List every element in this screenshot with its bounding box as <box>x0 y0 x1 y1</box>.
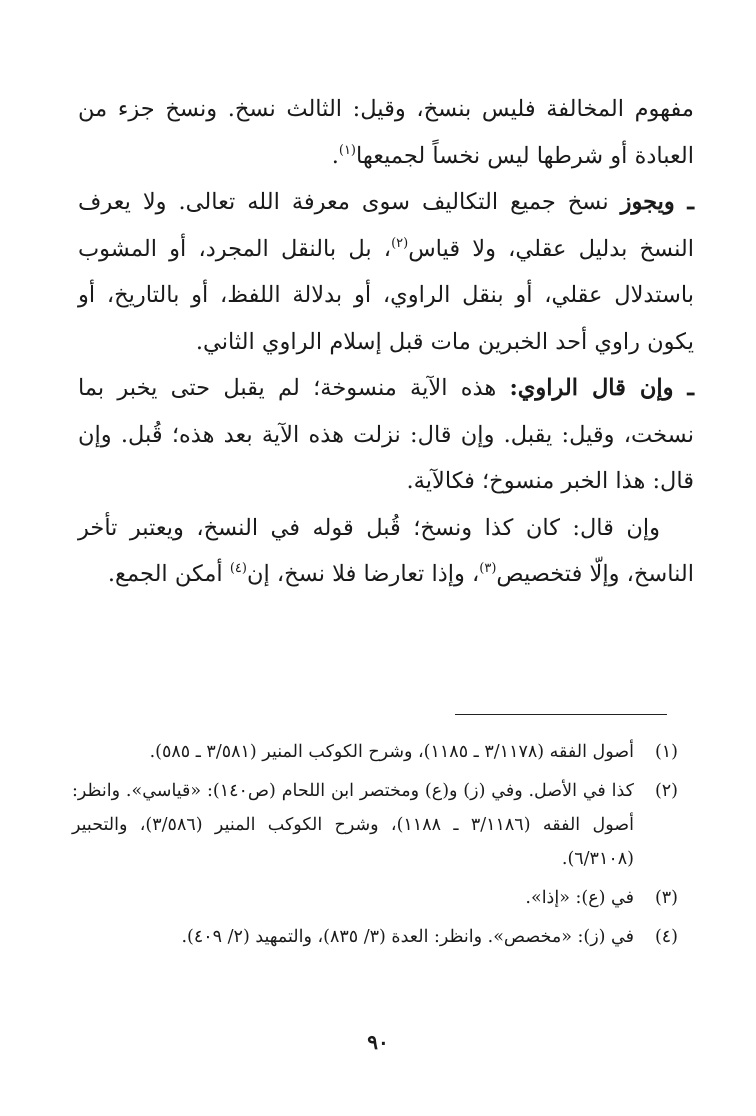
footnote-ref-1: (١) <box>338 142 356 158</box>
main-text <box>78 86 694 598</box>
paragraph-3-text: هذه الآية منسوخة؛ لم يقبل حتى يخبر بما نسخت، وقيل: يقبل. وإن قال: نزلت هذه الآية بعد هذه؛ قُبل. وإن قال: هذا الخبر منسوخ؛ فكالآية. <box>78 375 694 494</box>
paragraph-4-text: وإن قال: كان كذا ونسخ؛ قُبل قوله في النسخ، ويعتبر تأخر الناسخ، وإلّا فتخصيص <box>78 514 694 587</box>
footnote-ref-4: (٤) <box>229 561 247 576</box>
paragraph-1 <box>78 86 694 179</box>
footnote-4 <box>72 920 678 954</box>
paragraph-1-end: . <box>331 142 339 169</box>
footnote-1 <box>72 735 678 769</box>
footnote-ref-2: (٢) <box>391 235 409 251</box>
footnote-text: كذا في الأصل. وفي (ز) و(ع) ومختصر ابن اللحام (ص١٤٠): «قياسي». وانظر: أصول الفقه (٣/١١٨٦ ـ ١١٨٨)، وشرح الكوكب المنير (٣/٥٨٦)، والتحبير (٦/٣١٠٨). <box>72 781 634 869</box>
paragraph-4 <box>78 505 694 598</box>
footnote-2 <box>72 774 678 876</box>
footnote-separator <box>455 714 667 715</box>
footnotes <box>72 735 678 959</box>
paragraph-1-text: مفهوم المخالفة فليس بنسخ، وقيل: الثالث نسخ. ونسخ جزء من العبادة أو شرطها ليس نخساً لجميعها <box>78 96 694 169</box>
footnote-number: (١) <box>654 742 678 762</box>
footnote-text: في (ز): «مخصص». وانظر: العدة (٣/ ٨٣٥)، والتمهيد (٢/ ٤٠٩). <box>181 927 634 947</box>
paragraph-4-text-cont: ، وإذا تعارضا فلا نسخ، إن <box>246 561 480 587</box>
footnote-3 <box>72 881 678 915</box>
paragraph-2 <box>78 179 694 365</box>
footnote-text: أصول الفقه (٣/١١٧٨ ـ ١١٨٥)، وشرح الكوكب المنير (٣/٥٨١ ـ ٥٨٥). <box>149 742 634 762</box>
footnote-number: (٢) <box>654 781 678 801</box>
paragraph-2-text-cont: ، بل بالنقل المجرد، أو المشوب باستدلال عقلي، أو بنقل الراوي، أو بدلالة اللفظ، أو بالتاريخ، أو يكون راوي أحد الخبرين مات قبل إسلام الراوي الثاني. <box>78 235 694 355</box>
page-number: ٩٠ <box>367 1030 389 1054</box>
paragraph-4-text-end: أمكن الجمع. <box>107 561 230 587</box>
paragraph-3 <box>78 365 694 505</box>
footnote-text: في (ع): «إذا». <box>525 888 634 908</box>
paragraph-2-text: نسخ جميع التكاليف سوى معرفة الله تعالى. ولا يعرف النسخ بدليل عقلي، ولا قياس <box>78 189 695 262</box>
paragraph-3-lead: ـ وإن قال الراوي: <box>509 375 695 401</box>
footnote-number: (٣) <box>654 888 678 908</box>
footnote-number: (٤) <box>654 927 678 947</box>
footnote-ref-3: (٣) <box>479 561 497 576</box>
paragraph-2-lead: ـ ويجوز <box>620 189 694 215</box>
